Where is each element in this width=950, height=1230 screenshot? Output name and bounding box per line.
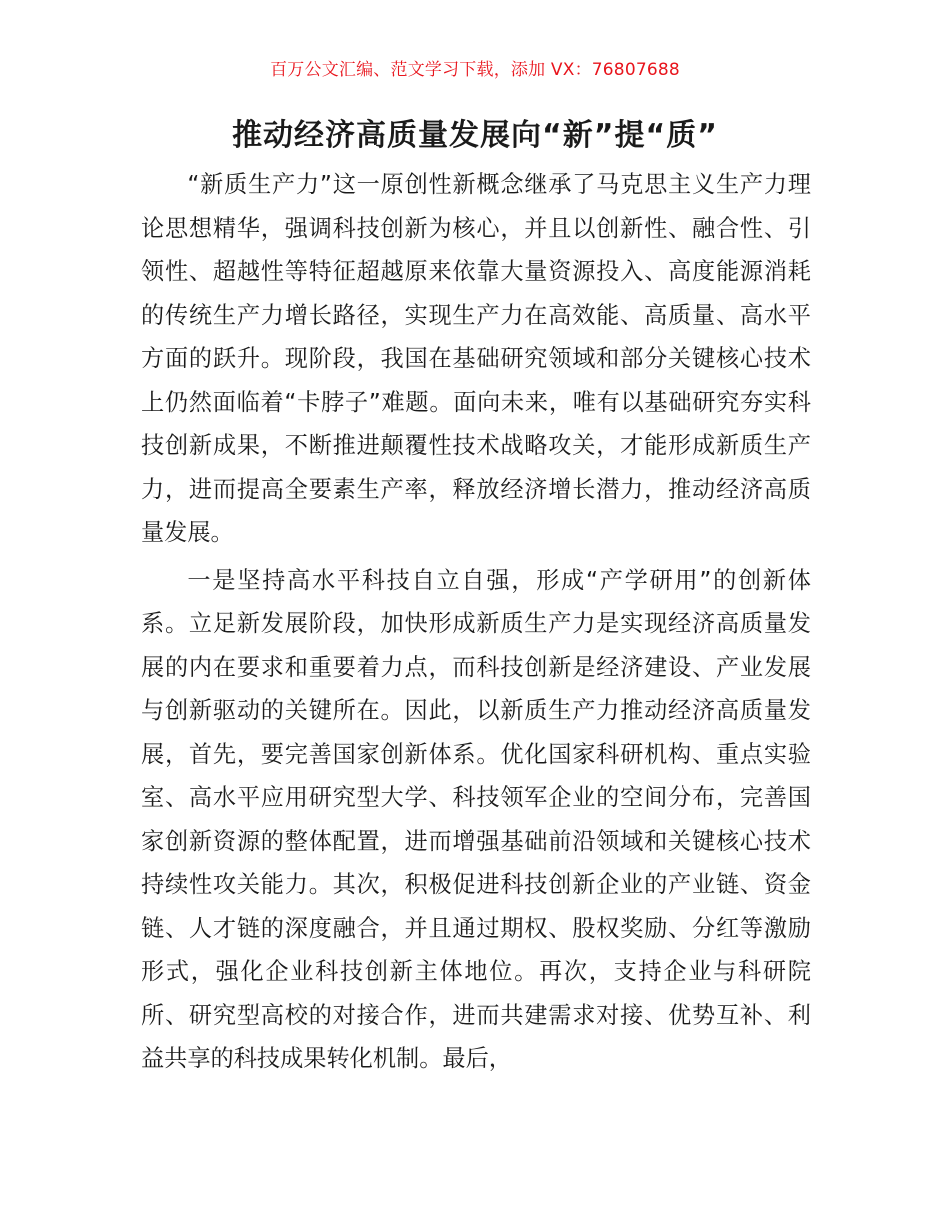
paragraph-2: 一是坚持高水平科技自立自强，形成“产学研用”的创新体系。立足新发展阶段，加快形成新质生产力是实现经济高质量发展的内在要求和重要着力点，而科技创新是经济建设、产业发展与创新驱动的关键所在。因此，以新质生产力推动经济高质量发展，首先，要完善国家创新体系。优化国家科研机构、重点实验室、高水平应用研究型大学、科技领军企业的空间分布，完善国家创新资源的整体配置，进而增强基础前沿领域和关键核心技术持续性攻关能力。其次，积极促进科技创新企业的产业链、资金链、人才链的深度融合，并且通过期权、股权奖励、分红等激励形式，强化企业科技创新主体地位。再次，支持企业与科研院所、研究型高校的对接合作，进而共建需求对接、优势互补、利益共享的科技成果转化机制。最后， bbox=[141, 566, 811, 1072]
document-body bbox=[141, 163, 811, 1081]
document-title: 推动经济高质量发展向“新”提“质” bbox=[232, 118, 718, 153]
header-watermark-note: 百万公文汇编、范文学习下载，添加 VX：76807688 bbox=[270, 60, 680, 80]
paragraph-1: “新质生产力”这一原创性新概念继承了马克思主义生产力理论思想精华，强调科技创新为核心，并且以创新性、融合性、引领性、超越性等特征超越原来依靠大量资源投入、高度能源消耗的传统生产力增长路径，实现生产力在高效能、高质量、高水平方面的跃升。现阶段，我国在基础研究领域和部分关键核心技术上仍然面临着“卡脖子”难题。面向未来，唯有以基础研究夯实科技创新成果，不断推进颠覆性技术战略攻关，才能形成新质生产力，进而提高全要素生产率，释放经济增长潜力，推动经济高质量发展。 bbox=[141, 171, 811, 546]
